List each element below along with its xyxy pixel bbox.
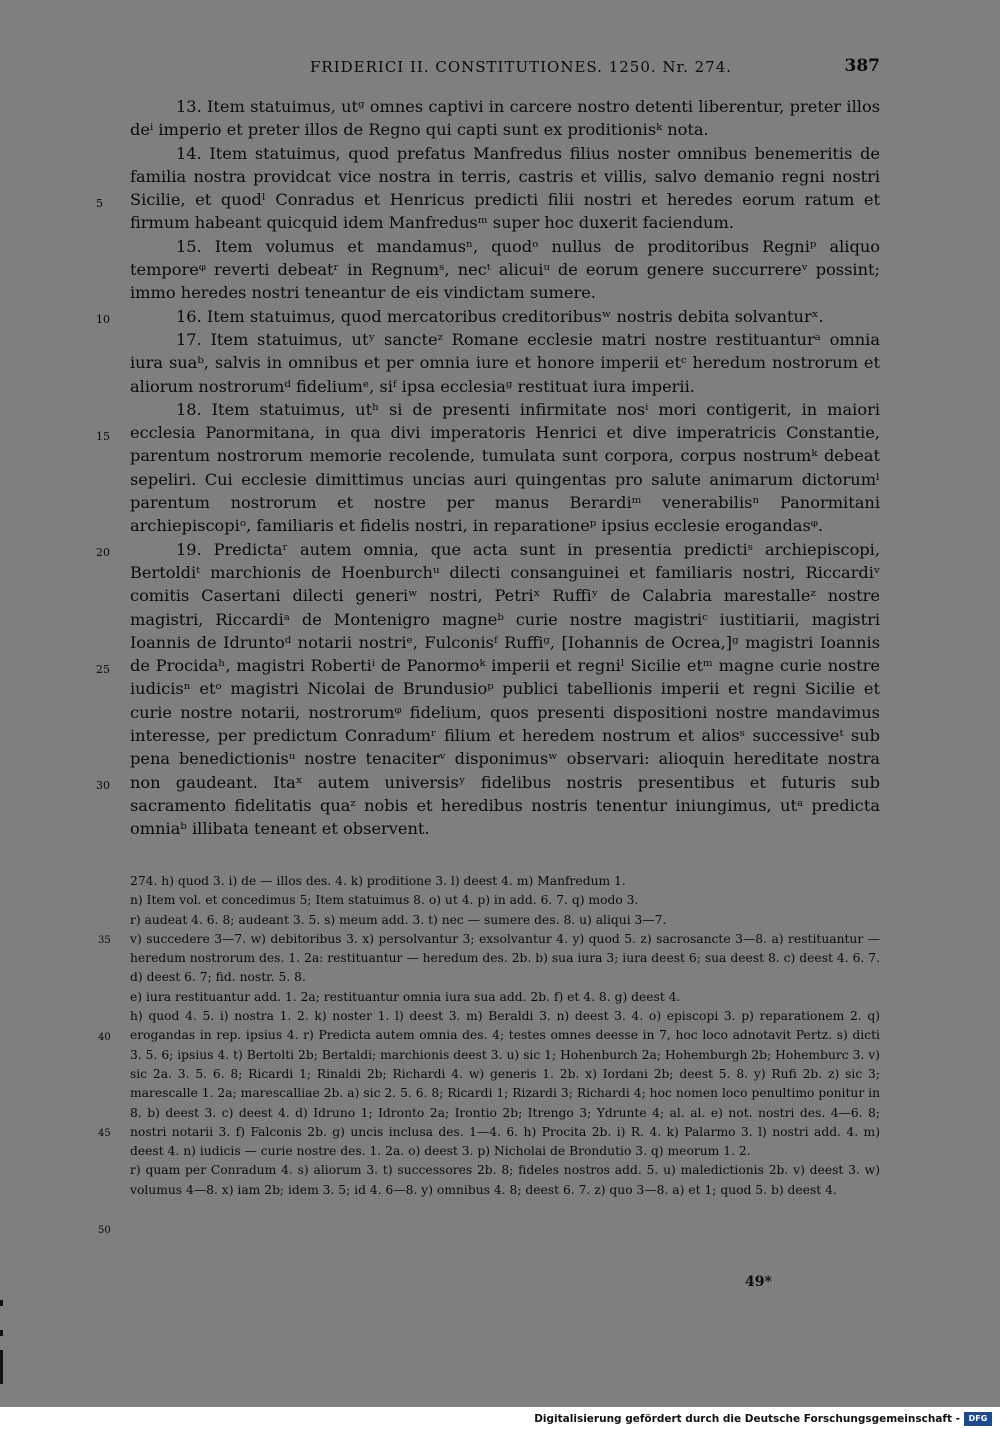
footnote-line: n) Item vol. et concedimus 5; Item statuimus 8. o) ut 4. p) in add. 6. 7. q) modo 3. xyxy=(130,893,639,908)
footnote-line: r) audeat 4. 6. 8; audeant 3. 5. s) meum add. 3. t) nec — sumere des. 8. u) aliqui 3—7. xyxy=(130,912,667,927)
article-16: 16. Item statuimus, quod mercatoribus creditoribusʷ nostris debita solvanturˣ. xyxy=(176,306,824,326)
funding-note: Digitalisierung gefördert durch die Deutsche Forschungsgemeinschaft - xyxy=(534,1413,960,1425)
footnote-line: 274. h) quod 3. i) de — illos des. 4. k) proditione 3. l) deest 4. m) Manfredum 1. xyxy=(130,874,626,888)
line-number: 20 xyxy=(96,546,110,559)
article-14: 14. Item statuimus, quod prefatus Manfredus filius noster omnibus benemeritis de familia nostra providcat vice nostra in terris, castris et villis, salvo demanio regni nostri Sicilie, et quodˡ Conradus et Henricus predicti filii nostri et heredes eorum ratum et firmum habeant quicquid idem Manfredusᵐ super hoc duxerit faciendum. xyxy=(130,143,880,233)
line-number: 45 xyxy=(98,1128,111,1139)
dfg-logo: DFG xyxy=(964,1412,992,1426)
line-number: 25 xyxy=(96,663,110,676)
critical-apparatus xyxy=(130,872,880,1200)
line-number: 50 xyxy=(98,1225,111,1236)
article-17: 17. Item statuimus, utʸ sancteᶻ Romane ecclesie matri nostre restituanturᵃ omnia iura suaᵇ, salvis in omnibus et per omnia iure et honore imperii etᶜ heredum nostrorum et aliorum nostrorumᵈ fideliumᵉ, siᶠ ipsa ecclesiaᵍ restituat iura imperii. xyxy=(130,329,880,396)
footnote-line: v) succedere 3—7. w) debitoribus 3. x) persolvantur 3; exsolvantur 4. y) quod 5. z) sacrosancte 3—8. a) restituantur — heredum nostrorum des. 1. 2a: restituantur — heredum des. 2b. b) sua iura 3; iura deest 6; sua deest 8. c) deest 4. 6. 7. d) deest 6. 7; fid. nostr. 5. 8. xyxy=(130,931,880,985)
running-title: FRIDERICI II. CONSTITUTIONES. 1250. Nr. 274. xyxy=(310,58,733,76)
page-number: 387 xyxy=(844,56,880,76)
footnote-line: r) quam per Conradum 4. s) aliorum 3. t) successores 2b. 8; fideles nostros add. 5. u) maledictionis 2b. v) deest 3. w) volumus 4—8. x) iam 2b; idem 3. 5; id 4. 6—8. y) omnibus 4. 8; deest 6. 7. z) quo 3—8. a) et 1; quod 5. b) deest 4. xyxy=(130,1163,880,1197)
scan-edge-mark xyxy=(0,1300,3,1306)
footnote-line: e) iura restituantur add. 1. 2a; restituantur omnia iura sua add. 2b. f) et 4. 8. g) deest 4. xyxy=(130,989,681,1004)
footer-strip xyxy=(0,1407,1000,1429)
scan-edge-mark xyxy=(0,1350,3,1384)
scan-edge-mark xyxy=(0,1330,3,1336)
line-number: 40 xyxy=(98,1032,111,1043)
footnote-line: h) quod 4. 5. i) nostra 1. 2. k) noster 1. l) deest 3. m) Beraldi 3. n) deest 3. 4. o) episcopi 3. p) reparationem 2. q) erogandas in rep. ipsius 4. r) Predicta autem omnia des. 4; testes omnes deesse in 7, hoc loco adnotavit Pertz. s) dicti 3. 5. 6; ipsius 4. t) Bertolti 2b; Bertaldi; marchionis deest 3. u) sic 1; Hohenburch 2a; Hohemburgh 2b; Hohemburc 3. v) sic 2a. 3. 5. 6. 8; Ricardi 1; Rinaldi 2b; Richardi 4. w) generis 1. 2b. x) Iordani 2b; deest 5. 8. y) Rufi 2b. z) sic 3; marescalle 1. 2a; marescalliae 2b. a) sic 2. 5. 6. 8; Ricardi 1; Rizardi 3; Richardi 4; hoc nomen loco penultimo ponitur in 8. b) deest 3. c) deest 4. d) Idruno 1; Idronto 2a; Irontio 2b; Itrengo 3; Ydrunte 4; al. al. e) not. nostri des. 4—6. 8; nostri notarii 3. f) Falconis 2b. g) uncis inclusa des. 1—4. 6. h) Procita 2b. i) R. 4. k) Palarmo 3. l) nostri add. 4. m) deest 4. n) iudicis — curie nostre des. 1. 2a. o) deest 3. p) Nicholai de Brondutio 3. q) meorum 1. 2. xyxy=(130,1009,880,1159)
running-header xyxy=(130,56,880,80)
article-15: 15. Item volumus et mandamusⁿ, quodᵒ nullus de proditoribus Regniᵖ aliquo temporeᵠ reverti debeatʳ in Regnumˢ, necᵗ alicuiᵘ de eorum genere succurrereᵛ possint; immo heredes nostri teneantur de eis vindictam sumere. xyxy=(130,236,880,303)
line-number: 30 xyxy=(96,779,110,792)
line-number: 15 xyxy=(96,430,110,443)
article-13: 13. Item statuimus, utᵍ omnes captivi in carcere nostro detenti liberentur, preter illos deⁱ imperio et preter illos de Regno qui capti sunt ex proditionisᵏ nota. xyxy=(130,97,880,140)
signature-mark: 49* xyxy=(745,1274,772,1290)
line-number: 35 xyxy=(98,935,111,946)
main-text xyxy=(130,95,880,841)
line-number: 5 xyxy=(96,197,103,210)
article-19: 19. Predictaʳ autem omnia, que acta sunt in presentia predictiˢ archiepiscopi, Bertoldiᵗ marchionis de Hoenburchᵘ dilecti consanguinei et familiaris nostri, Riccardiᵛ comitis Casertani dilecti generiʷ nostri, Petriˣ Ruffiʸ de Calabria marestalleᶻ nostre magistri, Riccardiᵃ de Montenigro magneᵇ curie nostre magistriᶜ iustitiarii, magistri Ioannis de Idruntoᵈ notarii nostriᵉ, Fulconisᶠ Ruffiᵍ, [Iohannis de Ocrea,]ᵍ magistri Ioannis de Procidaʰ, magistri Robertiⁱ de Panormoᵏ imperii et regniˡ Sicilie etᵐ magne curie nostre iudicisⁿ etᵒ magistri Nicolai de Brundusioᵖ publici tabellionis imperii et regni Sicilie et curie nostre notarii, nostrorumᵠ fidelium, quos presenti dispositioni nostre mandavimus interesse, per predictum Conradumʳ filium et heredem nostrum et aliosˢ successiveᵗ sub pena benedictionisᵘ nostre tenaciterᵛ disponimusʷ observari: alioquin hereditate nostra non gaudeant. Itaˣ autem universisʸ fidelibus nostris presentibus et futuris sub sacramento fidelitatis quaᶻ nobis et heredibus nostris tenentur iniungimus, utᵃ predicta omniaᵇ illibata teneant et observent. xyxy=(130,539,880,839)
article-18: 18. Item statuimus, utʰ si de presenti infirmitate nosⁱ mori contigerit, in maiori ecclesia Panormitana, in qua divi imperatoris Henrici et dive imperatricis Constantie, parentum nostrorum memorie recolende, tumulata sunt corpora, corpus nostrumᵏ debeat sepeliri. Cui ecclesie dimittimus uncias auri quingentas pro salute animarum dictorumˡ parentum nostrorum et nostre per manus Berardiᵐ venerabilisⁿ Panormitani archiepiscopiᵒ, familiaris et fidelis nostri, in reparationeᵖ ipsius ecclesie erogandasᵠ. xyxy=(130,399,880,536)
line-number: 10 xyxy=(96,313,110,326)
